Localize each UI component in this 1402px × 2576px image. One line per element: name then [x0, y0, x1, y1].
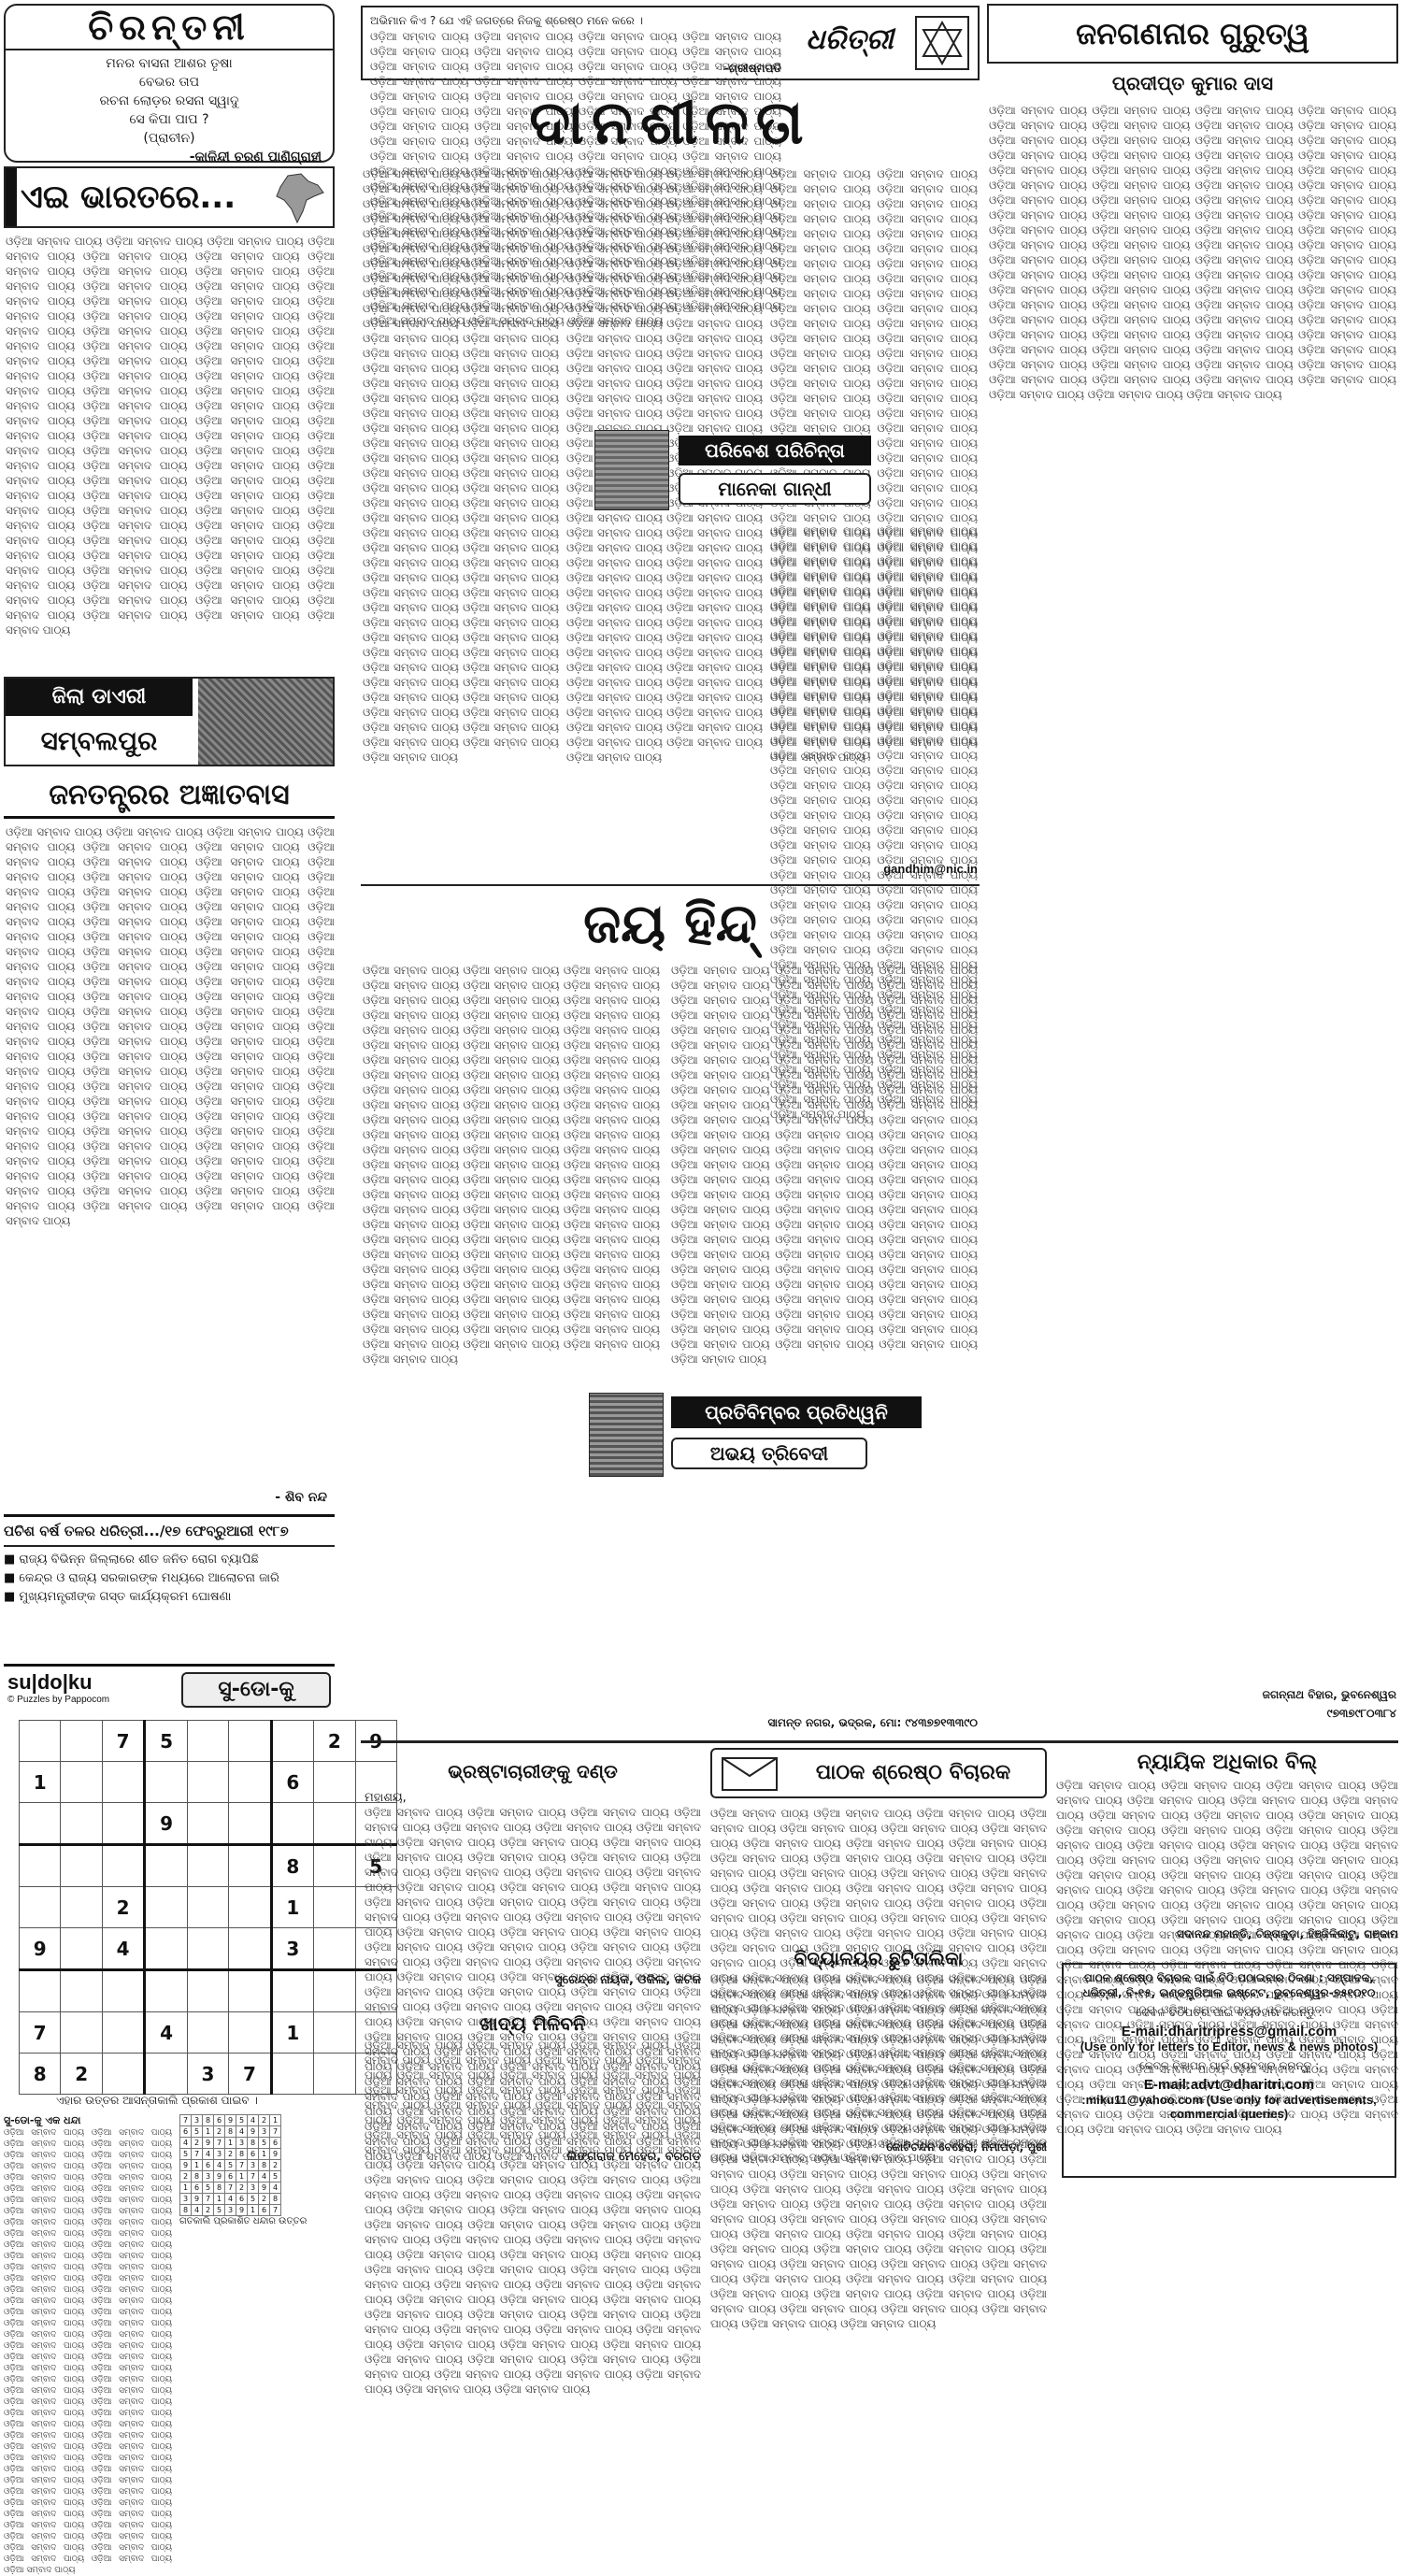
- prev-solution-cell: 7: [270, 2126, 281, 2138]
- sudoku-rules-text: [4, 2127, 172, 2176]
- prev-solution-row: [180, 2205, 281, 2216]
- sudoku-rules-title: ସୁ-ଡୋ-କୁ ଏକ ଧନ୍ଦା: [4, 2114, 81, 2126]
- contact-email-label: କେବଳ ଚିଠିପତ୍ର ପାଇଁ ବ୍ୟବହାର କରନ୍ତୁ :: [1136, 2006, 1323, 2019]
- sudoku-cell[interactable]: [61, 1845, 102, 1887]
- letter-2-body: [365, 2038, 701, 2150]
- zila-diary-label: ଜିଲା ଡାଏରୀ: [6, 679, 193, 716]
- sudoku-cell[interactable]: [271, 2054, 313, 2095]
- janaganana-address: ଜଗନ୍ନାଥ ବିହାର, ଭୁବନେଶ୍ୱର: [1262, 1688, 1396, 1701]
- sudoku-cell[interactable]: [229, 1970, 271, 2012]
- prev-solution-row: [180, 2149, 281, 2160]
- prev-solution-cell: 6: [259, 2205, 270, 2216]
- sudoku-cell[interactable]: [20, 1887, 61, 1928]
- sudoku-cell[interactable]: [20, 1970, 61, 2012]
- prev-solution-row: [180, 2194, 281, 2205]
- paribesha-label-box: [594, 430, 978, 514]
- prev-solution-cell: 5: [225, 2160, 236, 2171]
- prev-solution-cell: 1: [180, 2182, 192, 2194]
- pachis-bullet-1: ■ ରାଜ୍ୟ ବିଭିନ୍ନ ଜିଲ୍ଲାରେ ଶୀତ ଜନିତ ରୋଗ ବ୍ୟାପିଛି: [4, 1553, 259, 1567]
- sudoku-cell[interactable]: [61, 1762, 102, 1803]
- ei-bharatare-banner: [4, 166, 335, 228]
- sudoku-row: [20, 1762, 397, 1803]
- contact-email-1[interactable]: E-mail:dharitripress@gmail.com: [1121, 2024, 1338, 2039]
- sudoku-cell[interactable]: 5: [355, 1845, 397, 1887]
- prev-solution-row: [180, 2171, 281, 2182]
- sudoku-cell[interactable]: [229, 1928, 271, 1970]
- pachis-barsa-title: ପଚିଶ ବର୍ଷ ତଳର ଧରିତ୍ରୀ.../୧୭ ଫେବ୍ରୁଆରୀ ୧୯୮୭: [4, 1517, 335, 1547]
- janaganana-article: [989, 103, 1396, 1682]
- letter-3-signature: କୋଟିଚନ୍ଦନ ବେହେରା, ନିମାପଡ଼ା, ପୁରୀ: [886, 2140, 1047, 2154]
- contact-email-1-note: (Use only for letters to Editor, news & news photos): [1080, 2039, 1379, 2054]
- prev-solution-cell: 7: [192, 2149, 203, 2160]
- sudoku-cell[interactable]: 1: [20, 1762, 61, 1803]
- sudoku-cell[interactable]: [145, 1970, 187, 2012]
- sudoku-cell[interactable]: [314, 1970, 355, 2012]
- chirantani-box: [4, 4, 335, 163]
- jai-hind-byline-end: ସାମନ୍ତ ନଗର, ଭଦ୍ରକ, ମୋ: ୯୪୩୭୭୧୩୩୯୦: [767, 1716, 978, 1729]
- prev-solution-row: [180, 2182, 281, 2194]
- prev-solution-cell: 8: [225, 2126, 236, 2138]
- janaganana-title-box: [987, 4, 1398, 64]
- prev-solution-cell: 1: [248, 2205, 259, 2216]
- jai-hind-col-1: [363, 963, 660, 1710]
- sudoku-cell[interactable]: [187, 1928, 228, 1970]
- poem-source: (ପ୍ରାଚୀନ): [143, 131, 195, 146]
- masthead-quote: [370, 13, 781, 75]
- letter-2-signature: ଲିଙ୍ଗରାଜ ମେହେର, ବରଗଡ଼: [566, 2150, 701, 2164]
- maneka-author: ମାନେକା ଗାନ୍ଧୀ: [679, 473, 871, 505]
- sudoku-cell[interactable]: 3: [271, 1928, 313, 1970]
- sudoku-row: [20, 1721, 397, 1762]
- pachis-barsa-box: [4, 1514, 335, 1654]
- prev-solution-cell: 3: [180, 2194, 192, 2205]
- zila-diary-box: [4, 677, 335, 766]
- jai-hind-title: ଜୟ ହିନ୍ଦ୍: [583, 892, 757, 955]
- sudoku-cell[interactable]: [145, 2054, 187, 2095]
- prev-solution-cell: 8: [236, 2149, 248, 2160]
- prev-solution-cell: 7: [225, 2182, 236, 2194]
- masthead-quote-text: ଅଭିମାନ କିଏ ? ଯେ ଏହି ଜଗତ୍ରେ ନିଜକୁ ଶ୍ରେଷ୍ଠ ମନେ କରେ ।: [370, 14, 643, 27]
- prev-solution-cell: 5: [192, 2126, 203, 2138]
- danashilata-col-3-top: [770, 166, 978, 419]
- prev-solution-cell: 4: [270, 2182, 281, 2194]
- sudoku-cell[interactable]: [229, 1803, 271, 1845]
- prev-solution-cell: 2: [192, 2138, 203, 2149]
- prev-solution-cell: 7: [203, 2194, 214, 2205]
- sudoku-cell[interactable]: [314, 1762, 355, 1803]
- contact-address: ପାଠକ ଶ୍ରେଷ୍ଠ ବିଚାରକ ପାଇଁ ଚିଠି ପଠାଇବାର ଠିକଣା : ସମ୍ପାଦକ, ଧରିତ୍ରୀ, ବି-୧୫, ଇଣ୍ଡଷ୍ଟ୍ରିଆଲ ଇଷ୍ଟେଟ, ଭୁବନେଶ୍ୱର-୭୫୧୦୧୦: [1082, 1971, 1376, 1999]
- janatantra-article: [6, 824, 335, 1488]
- prev-solution-cell: 6: [203, 2160, 214, 2171]
- sudoku-cell[interactable]: [314, 2054, 355, 2095]
- abhay-author: ଅଭୟ ତ୍ରିବେଦୀ: [671, 1438, 867, 1469]
- contact-email-2[interactable]: E-mail:advt@dharitri.com: [1143, 2077, 1315, 2093]
- sudoku-brand: su|do|ku: [7, 1670, 93, 1694]
- sudoku-cell[interactable]: 7: [229, 2054, 271, 2095]
- pachis-bullet-3-text: ମୁଖ୍ୟମନ୍ତ୍ରୀଙ୍କ ଗସ୍ତ କାର୍ଯ୍ୟକ୍ରମ ଘୋଷଣା: [19, 1590, 232, 1604]
- sudoku-cell[interactable]: [229, 1887, 271, 1928]
- sudoku-cell[interactable]: [187, 2012, 228, 2054]
- sudoku-cell[interactable]: [229, 2012, 271, 2054]
- sudoku-cell[interactable]: 9: [20, 1928, 61, 1970]
- sudoku-cell[interactable]: [145, 1928, 187, 1970]
- prev-solution-cell: 1: [236, 2171, 248, 2182]
- letter-1: [365, 1757, 701, 2000]
- sudoku-row: [20, 2012, 397, 2054]
- prev-solution-cell: 4: [259, 2171, 270, 2182]
- poem-line-2: ବେଭର ତାପ: [138, 75, 200, 90]
- prev-solution-cell: 9: [259, 2182, 270, 2194]
- sudoku-cell[interactable]: [187, 1803, 228, 1845]
- prev-solution-cell: 5: [259, 2138, 270, 2149]
- letter-2: [365, 2010, 701, 2178]
- pratibimba-label: ପ୍ରତିବିମ୍ବର ପ୍ରତିଧ୍ୱନି: [671, 1396, 922, 1428]
- sudoku-cell[interactable]: [102, 2012, 144, 2054]
- prev-solution-cell: 2: [180, 2171, 192, 2182]
- prev-solution-cell: 6: [214, 2115, 225, 2126]
- ei-bharatare-article: [6, 234, 335, 673]
- letter-3-body: [710, 1972, 1047, 2140]
- masthead-quote-source: -ଗ୍ରୀଷ୍ମପତି: [723, 62, 781, 75]
- sudoku-cell[interactable]: 3: [187, 2054, 228, 2095]
- pachis-bullet-1-text: ରାଜ୍ୟ ବିଭିନ୍ନ ଜିଲ୍ଲାରେ ଶୀତ ଜନିତ ରୋଗ ବ୍ୟାପିଛି: [19, 1553, 259, 1567]
- paper-logo: ଧରିତ୍ରୀ: [806, 23, 894, 56]
- sudoku-cell[interactable]: [102, 1803, 144, 1845]
- sudoku-cell[interactable]: [102, 1970, 144, 2012]
- prev-solution-cell: 4: [248, 2115, 259, 2126]
- prev-solution-cell: 3: [214, 2149, 225, 2160]
- prev-solution-cell: 1: [214, 2194, 225, 2205]
- sudoku-grid: [19, 1720, 397, 2095]
- prev-solution-row: [180, 2160, 281, 2171]
- sudoku-cell[interactable]: 4: [102, 1928, 144, 1970]
- sudoku-row: [20, 1845, 397, 1887]
- prev-solution-cell: 4: [214, 2160, 225, 2171]
- sudoku-cell[interactable]: [61, 1970, 102, 2012]
- prev-solution-cell: 7: [214, 2138, 225, 2149]
- letter-4-signature: ସଦାନନ୍ଦ ମହାନ୍ତି, ଚିନ୍ତାକୁଡ଼ା, ହିଞ୍ଜିଳିକାଟୁ, ଗଞ୍ଜାମ: [1177, 1927, 1398, 1940]
- danashilata-col-1: [363, 166, 559, 858]
- middle-divider: [361, 884, 980, 886]
- masthead-quote-filler: [370, 29, 781, 61]
- sudoku-cell[interactable]: [61, 1803, 102, 1845]
- letter-3: [710, 1944, 1047, 2178]
- danashilata-col-2-bottom: [770, 523, 978, 860]
- sudoku-cell[interactable]: [145, 1762, 187, 1803]
- letters-header-text: ପାଠକ ଶ୍ରେଷ୍ଠ ବିଚାରକ: [815, 1761, 1011, 1784]
- sudoku-grid-wrap: [19, 1720, 397, 2094]
- prev-solution-cell: 5: [180, 2149, 192, 2160]
- sudoku-cell[interactable]: [314, 1845, 355, 1887]
- prev-solution-cell: 8: [180, 2205, 192, 2216]
- sudoku-cell[interactable]: [314, 1803, 355, 1845]
- prev-solution-cell: 7: [236, 2160, 248, 2171]
- poem-line-1: ମନର ବାସନା ଆଶର ତୃଷା: [106, 56, 233, 71]
- prev-solution-grid: [179, 2114, 281, 2216]
- letter-1-signature: ସୁରେନ୍ଦ୍ର ନାୟକ, ଓକିଲ, କଟକ: [554, 1973, 701, 1987]
- prev-solution-cell: 3: [248, 2182, 259, 2194]
- prev-solution-cell: 8: [203, 2115, 214, 2126]
- pachis-bullet-2: ■ କେନ୍ଦ୍ର ଓ ରାଜ୍ୟ ସରକାରଙ୍କ ମଧ୍ୟରେ ଆଲୋଚନା ଜାରି: [4, 1571, 279, 1585]
- prev-solution-cell: 4: [180, 2138, 192, 2149]
- sudoku-cell[interactable]: [271, 1970, 313, 2012]
- prev-solution-cell: 3: [259, 2126, 270, 2138]
- masthead-quote-box: [361, 6, 980, 80]
- prev-solution-cell: 9: [236, 2205, 248, 2216]
- zila-diary-district: ସମ୍ବଲପୁର: [40, 725, 158, 756]
- deity-image: [198, 679, 333, 765]
- prev-solution-cell: 2: [259, 2194, 270, 2205]
- prev-solution-cell: 1: [203, 2126, 214, 2138]
- janatantra-title: ଜନତନ୍ତ୍ରର ଅଜ୍ଞାତବାସ: [4, 772, 335, 819]
- janaganana-author: ପ୍ରଦୀପ୍ତ କୁମାର ଦାସ: [1111, 72, 1274, 94]
- sudoku-cell[interactable]: [20, 1845, 61, 1887]
- sudoku-copyright: © Puzzles by Pappocom: [7, 1695, 110, 1705]
- sudoku-cell[interactable]: [61, 2012, 102, 2054]
- prev-solution-cell: 9: [203, 2138, 214, 2149]
- prev-solution-cell: 7: [180, 2115, 192, 2126]
- contact-email-3[interactable]: :miku11@yahoo.com (Use only for advertisements, commercial queries): [1081, 2093, 1377, 2121]
- prev-solution-cell: 5: [203, 2182, 214, 2194]
- sudoku-cell[interactable]: [187, 1762, 228, 1803]
- prev-solution-cell: 4: [203, 2149, 214, 2160]
- sudoku-cell[interactable]: [314, 1928, 355, 1970]
- envelope-icon: [722, 1757, 778, 1791]
- prev-solution-cell: 6: [192, 2182, 203, 2194]
- sudoku-cell[interactable]: 1: [271, 1887, 313, 1928]
- star-emblem-icon: [914, 15, 970, 71]
- prev-solution-cell: 9: [270, 2149, 281, 2160]
- prev-solution-cell: 1: [192, 2160, 203, 2171]
- prev-solution-cell: 3: [248, 2160, 259, 2171]
- prev-solution-cell: 9: [248, 2126, 259, 2138]
- sudoku-cell[interactable]: [145, 1887, 187, 1928]
- prev-solution-cell: 8: [214, 2182, 225, 2194]
- letter-4: [1056, 1748, 1398, 1963]
- sudoku-cell[interactable]: 9: [145, 1803, 187, 1845]
- sudoku-cell[interactable]: [61, 1887, 102, 1928]
- prev-solution-cell: 1: [270, 2115, 281, 2126]
- sudoku-cell[interactable]: [61, 1928, 102, 1970]
- prev-solution-cell: 3: [203, 2171, 214, 2182]
- sudoku-answer-note: ଏହାର ଉତ୍ତର ଆସନ୍ତାକାଲି ପ୍ରକାଶ ପାଇବ ।: [56, 2094, 258, 2107]
- letter-2-title: ଖାଦ୍ୟ ମିଳିବନି: [479, 2012, 586, 2035]
- sudoku-cell[interactable]: [229, 1721, 271, 1762]
- prev-solution-cell: 1: [259, 2149, 270, 2160]
- chirantani-title: ଚିରନ୍ତନୀ: [6, 6, 333, 50]
- danashilata-title: ଦାନଶୀଳତା: [529, 89, 811, 158]
- sudoku-prev-solution: [179, 2114, 335, 2226]
- prev-solution-cell: 7: [248, 2171, 259, 2182]
- sudoku-cell[interactable]: 5: [145, 1721, 187, 1762]
- sudoku-cell[interactable]: [314, 2012, 355, 2054]
- prev-solution-cell: 5: [270, 2171, 281, 2182]
- sudoku-cell[interactable]: [187, 1887, 228, 1928]
- abhay-photo: [589, 1393, 664, 1477]
- sudoku-cell[interactable]: [229, 1762, 271, 1803]
- pachis-bullet-2-text: କେନ୍ଦ୍ର ଓ ରାଜ୍ୟ ସରକାରଙ୍କ ମଧ୍ୟରେ ଆଲୋଚନା ଜାରି: [19, 1571, 279, 1585]
- prev-solution-cell: 2: [270, 2160, 281, 2171]
- maneka-photo: [594, 430, 669, 510]
- sudoku-rules: [4, 2114, 172, 2180]
- sudoku-cell[interactable]: [187, 1845, 228, 1887]
- prev-solution-cell: 8: [259, 2160, 270, 2171]
- letter-1-title: ଭ୍ରଷ୍ଟାଚାରୀଙ୍କୁ ଦଣ୍ଡ: [448, 1760, 618, 1782]
- sudoku-cell[interactable]: [314, 1887, 355, 1928]
- pachis-bullet-3: ■ ମୁଖ୍ୟମନ୍ତ୍ରୀଙ୍କ ଗସ୍ତ କାର୍ଯ୍ୟକ୍ରମ ଘୋଷଣା: [4, 1590, 232, 1604]
- poem-line-3: ରଚନା ଲୋଡ଼ର ରସନା ସ୍ୱାଦୁ: [99, 93, 239, 108]
- india-map-icon: [269, 172, 329, 224]
- sudoku-row: [20, 1887, 397, 1928]
- jai-hind-col-2: [671, 963, 978, 1710]
- sudoku-cell[interactable]: [271, 1803, 313, 1845]
- sudoku-cell[interactable]: [187, 1970, 228, 2012]
- sudoku-cell[interactable]: [61, 1721, 102, 1762]
- prev-solution-row: [180, 2138, 281, 2149]
- pratibimba-label-box: [589, 1393, 925, 1481]
- prev-solution-cell: 6: [270, 2138, 281, 2149]
- sudoku-odia-title: ସୁ-ଡୋ-କୁ: [181, 1672, 331, 1708]
- sudoku-cell[interactable]: [102, 1762, 144, 1803]
- janatantra-signature: - ଶିବ ନନ୍ଦ: [275, 1490, 327, 1505]
- prev-solution-caption: ଗତକାଲି ପ୍ରକାଶିତ ଧନ୍ଦାର ଉତ୍ତର: [179, 2216, 308, 2226]
- contact-box: [1062, 1963, 1396, 2178]
- prev-solution-cell: 6: [225, 2171, 236, 2182]
- prev-solution-cell: 8: [192, 2171, 203, 2182]
- sudoku-header: [4, 1664, 335, 1710]
- prev-solution-cell: 4: [192, 2205, 203, 2216]
- prev-solution-cell: 4: [236, 2126, 248, 2138]
- prev-solution-cell: 8: [270, 2194, 281, 2205]
- sudoku-row: [20, 2054, 397, 2095]
- prev-solution-cell: 4: [225, 2194, 236, 2205]
- letter-4-body: [1056, 1778, 1398, 1927]
- poem-author: -କାଳିନ୍ଦୀ ଚରଣ ପାଣିଗ୍ରାହୀ: [189, 150, 322, 165]
- sudoku-cell[interactable]: [187, 1721, 228, 1762]
- letter-4-title: ନ୍ୟାୟିକ ଅଧିକାର ବିଲ୍: [1137, 1751, 1318, 1774]
- prev-solution-cell: 2: [214, 2126, 225, 2138]
- sudoku-cell[interactable]: 1: [271, 2012, 313, 2054]
- sudoku-cell[interactable]: 4: [145, 2012, 187, 2054]
- letter-1b-body: [710, 1806, 1047, 1937]
- poem-line-4: ସେ କିପା ପାପ ?: [129, 112, 209, 127]
- sudoku-cell[interactable]: 8: [271, 1845, 313, 1887]
- sudoku-cell[interactable]: [102, 1845, 144, 1887]
- janaganana-phone: ୯୭୩୭୯୮୦୩୮୪: [1326, 1707, 1396, 1720]
- sudoku-cell[interactable]: [271, 1721, 313, 1762]
- sudoku-cell[interactable]: [20, 1721, 61, 1762]
- contact-ads-label: କେବଳ ବିଜ୍ଞାପନ ପାଇଁ ବ୍ୟବହାର କରନ୍ତୁ :: [1138, 2059, 1320, 2072]
- ei-bharatare-title: ଏଇ ଭାରତରେ...: [21, 179, 236, 216]
- sudoku-cell[interactable]: 7: [20, 2012, 61, 2054]
- sudoku-cell[interactable]: [229, 1845, 271, 1887]
- sudoku-cell[interactable]: [20, 1803, 61, 1845]
- prev-solution-cell: 9: [214, 2171, 225, 2182]
- danashilata-email: gandhim@nic.in: [883, 862, 978, 876]
- janaganana-title: ଜନଗଣନାର ଗୁରୁତ୍ୱ: [1076, 16, 1309, 51]
- prev-solution-cell: 6: [248, 2149, 259, 2160]
- banner-black-bar: [6, 168, 17, 226]
- prev-solution-cell: 3: [236, 2138, 248, 2149]
- prev-solution-cell: 5: [236, 2115, 248, 2126]
- paribesha-label: ପରିବେଶ ପରିଚିନ୍ତା: [679, 436, 871, 465]
- prev-solution-cell: 8: [248, 2138, 259, 2149]
- sudoku-cell[interactable]: [145, 1845, 187, 1887]
- sudoku-cell[interactable]: 2: [314, 1721, 355, 1762]
- sudoku-cell[interactable]: 2: [102, 1887, 144, 1928]
- prev-solution-row: [180, 2126, 281, 2138]
- sudoku-cell[interactable]: [102, 2054, 144, 2095]
- prev-solution-cell: 2: [259, 2115, 270, 2126]
- letters-header: [710, 1748, 1047, 1798]
- sudoku-row: [20, 1928, 397, 1970]
- prev-solution-cell: 5: [214, 2205, 225, 2216]
- sudoku-cell[interactable]: 2: [61, 2054, 102, 2095]
- sudoku-row: [20, 1803, 397, 1845]
- letter-3-title: ବିଦ୍ୟାଳୟର ଛୁଟିତାଲିକା: [794, 1947, 964, 1969]
- prev-solution-cell: 2: [236, 2182, 248, 2194]
- prev-solution-cell: 9: [192, 2194, 203, 2205]
- prev-solution-row: [180, 2115, 281, 2126]
- prev-solution-cell: 7: [270, 2205, 281, 2216]
- prev-solution-cell: 2: [203, 2205, 214, 2216]
- sudoku-cell[interactable]: 8: [20, 2054, 61, 2095]
- prev-solution-cell: 2: [225, 2149, 236, 2160]
- prev-solution-cell: 6: [180, 2126, 192, 2138]
- letters-top-rule: [361, 1740, 1398, 1743]
- prev-solution-cell: 1: [225, 2138, 236, 2149]
- sudoku-row: [20, 1970, 397, 2012]
- prev-solution-cell: 9: [180, 2160, 192, 2171]
- prev-solution-cell: 5: [248, 2194, 259, 2205]
- sudoku-cell[interactable]: 7: [102, 1721, 144, 1762]
- prev-solution-cell: 9: [225, 2115, 236, 2126]
- prev-solution-cell: 3: [225, 2205, 236, 2216]
- prev-solution-cell: 6: [236, 2194, 248, 2205]
- prev-solution-cell: 3: [192, 2115, 203, 2126]
- letter-1-salutation: ମହାଶୟ,: [365, 1791, 407, 1805]
- sudoku-cell[interactable]: 6: [271, 1762, 313, 1803]
- letter-1-body: [365, 1805, 701, 1973]
